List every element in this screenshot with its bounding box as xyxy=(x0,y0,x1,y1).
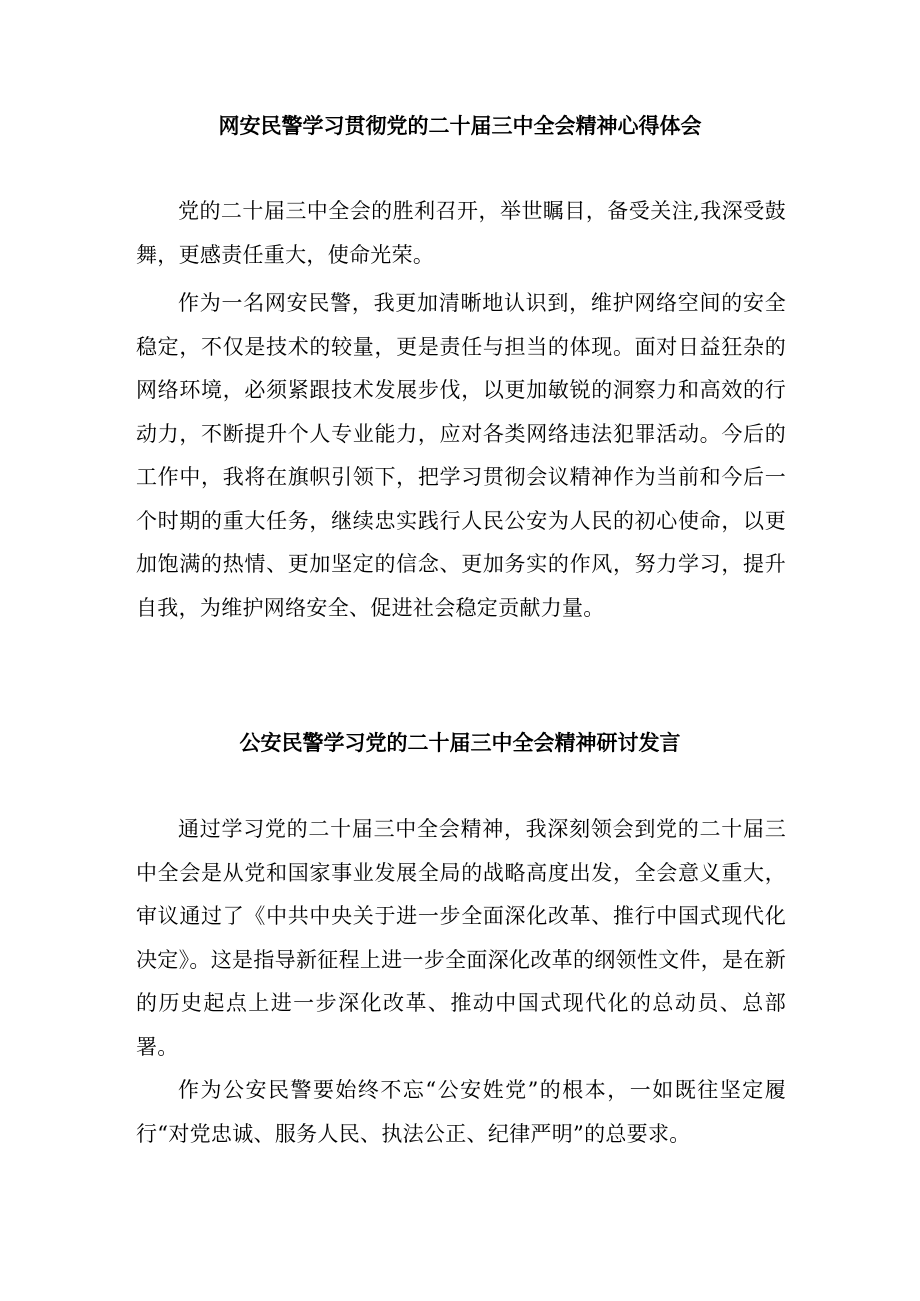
paragraph: 作为一名网安民警，我更加清晰地认识到，维护网络空间的安全稳定，不仅是技术的较量，更是责任与担当的体现。面对日益狂杂的网络环境，必须紧跟技术发展步伐，以更加敏锐的洞察力和高效的行动力，不断提升个人专业能力，应对各类网络违法犯罪活动。今后的工作中，我将在旗帜引领下，把学习贯彻会议精神作为当前和今后一个时期的重大任务，继续忠实践行人民公安为人民的初心使命，以更加饱满的热情、更加坚定的信念、更加务实的作风，努力学习，提升自我，为维护网络安全、促进社会稳定贡献力量。 xyxy=(136,291,786,620)
paragraph: 党的二十届三中全会的胜利召开，举世瞩目，备受关注,我深受鼓舞，更感责任重大，使命光荣。 xyxy=(136,199,786,267)
paragraph: 作为公安民警要始终不忘“公安姓党”的根本，一如既往坚定履行“对党忠诚、服务人民、执法公正、纪律严明”的总要求。 xyxy=(136,1078,786,1146)
paragraph: 通过学习党的二十届三中全会精神，我深刻领会到党的二十届三中全会是从党和国家事业发展全局的战略高度出发，全会意义重大，审议通过了《中共中央关于进一步全面深化改革、推行中国式现代化决定》。这是指导新征程上进一步全面深化改革的纲领性文件，是在新的历史起点上进一步深化改革、推动中国式现代化的总动员、总部署。 xyxy=(136,817,786,1059)
section-title: 网安民警学习贯彻党的二十届三中全会精神心得体会 xyxy=(218,114,702,138)
section-title: 公安民警学习党的二十届三中全会精神研讨发言 xyxy=(239,731,681,755)
